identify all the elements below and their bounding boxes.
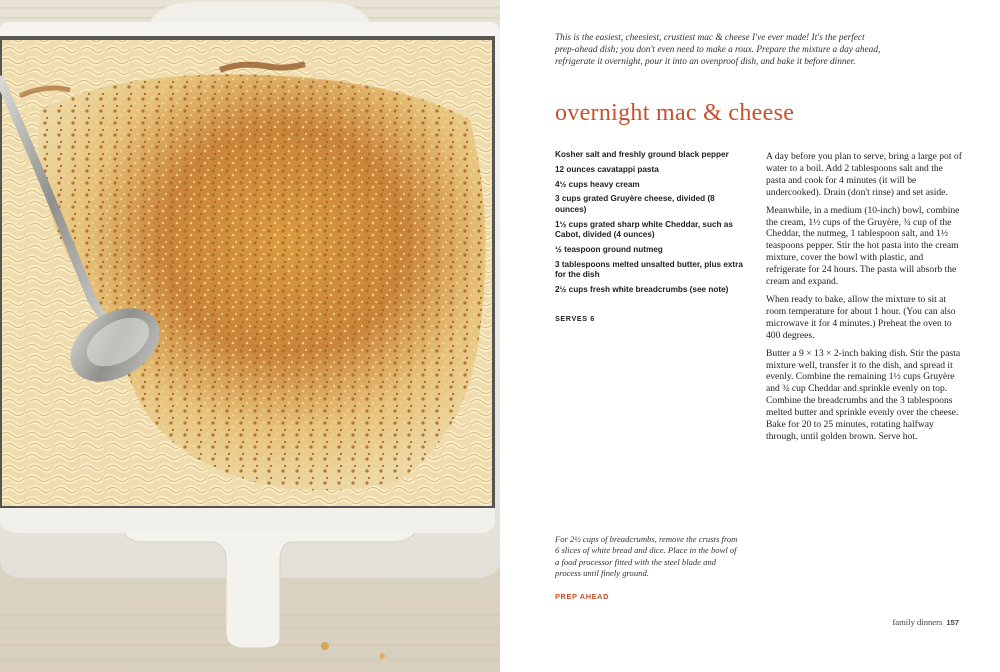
method-steps [766, 151, 962, 449]
method-step: When ready to bake, allow the mixture to sit at room temperature for about 1 hour. (You can also microwave it for 4 minutes.) Preheat the oven to 400 degrees. [766, 293, 956, 341]
method-step: A day before you plan to serve, bring a large pot of water to a boil. Add 2 tablespoons salt and the pasta and cook for 4 minutes (it will be undercooked). Drain (don't rinse) and set aside. [766, 151, 962, 198]
section-name: family dinners [892, 617, 943, 627]
ingredient-item: 2½ cups fresh white breadcrumbs (see note) [555, 285, 729, 295]
ingredient-item: Kosher salt and freshly ground black pepper [555, 150, 729, 159]
recipe-page [500, 0, 1000, 672]
method-step: Butter a 9 × 13 × 2-inch baking dish. Stir the pasta mixture well, transfer it to the dish, and spread it evenly. Combine the remaining 1½ cups Gruyère and ¾ cup Cheddar and sprinkle evenly on top. Combine the breadcrumbs and the 3 tablespoons melted butter and sprinkle evenly over the cheese. Bake for 20 to 25 minutes, rotating halfway through, until golden brown. Serve hot. [766, 347, 961, 442]
ingredient-item: ½ teaspoon ground nutmeg [555, 245, 663, 255]
breadcrumb-note: For 2½ cups of breadcrumbs, remove the crusts from 6 slices of white bread and dice. Place in the bowl of a food processor fitted with the steel blade and process until finely ground. [555, 534, 738, 578]
prep-ahead-label: PREP AHEAD [555, 592, 610, 601]
ingredient-item: 3 cups grated Gruyère cheese, divided (8 ounces) [555, 194, 715, 214]
ingredient-item: 4½ cups heavy cream [555, 179, 640, 189]
ingredient-item: 1½ cups grated sharp white Cheddar, such as Cabot, divided (4 ounces) [555, 219, 733, 240]
method-step: Meanwhile, in a medium (10-inch) bowl, combine the cream, 1½ cups of the Gruyère, ¾ cup of the Cheddar, the nutmeg, 1 tablespoon salt, and 1½ teaspoons pepper. Stir the hot pasta into the cream mixture, cover the bowl with plastic, and refrigerate for 24 hours. The pasta will absorb the cream and expand. [766, 204, 960, 288]
ingredient-list [555, 150, 745, 300]
recipe-title: overnight mac & cheese [555, 100, 795, 126]
page-footer [892, 617, 959, 627]
recipe-intro: This is the easiest, cheesiest, crustiest mac & cheese I've ever made! It's the perfect prep-ahead dish; you don't even need to make a roux. Prepare the mixture a day ahead, refrigerate it overnight, pour it into an ovenproof dish, and bake it before dinner. [555, 33, 881, 68]
serves-label: SERVES 6 [555, 314, 595, 323]
ingredient-item: 3 tablespoons melted unsalted butter, plus extra for the dish [555, 259, 743, 280]
page-number: 157 [946, 618, 959, 627]
ingredient-item: 12 ounces cavatappi pasta [555, 164, 659, 174]
